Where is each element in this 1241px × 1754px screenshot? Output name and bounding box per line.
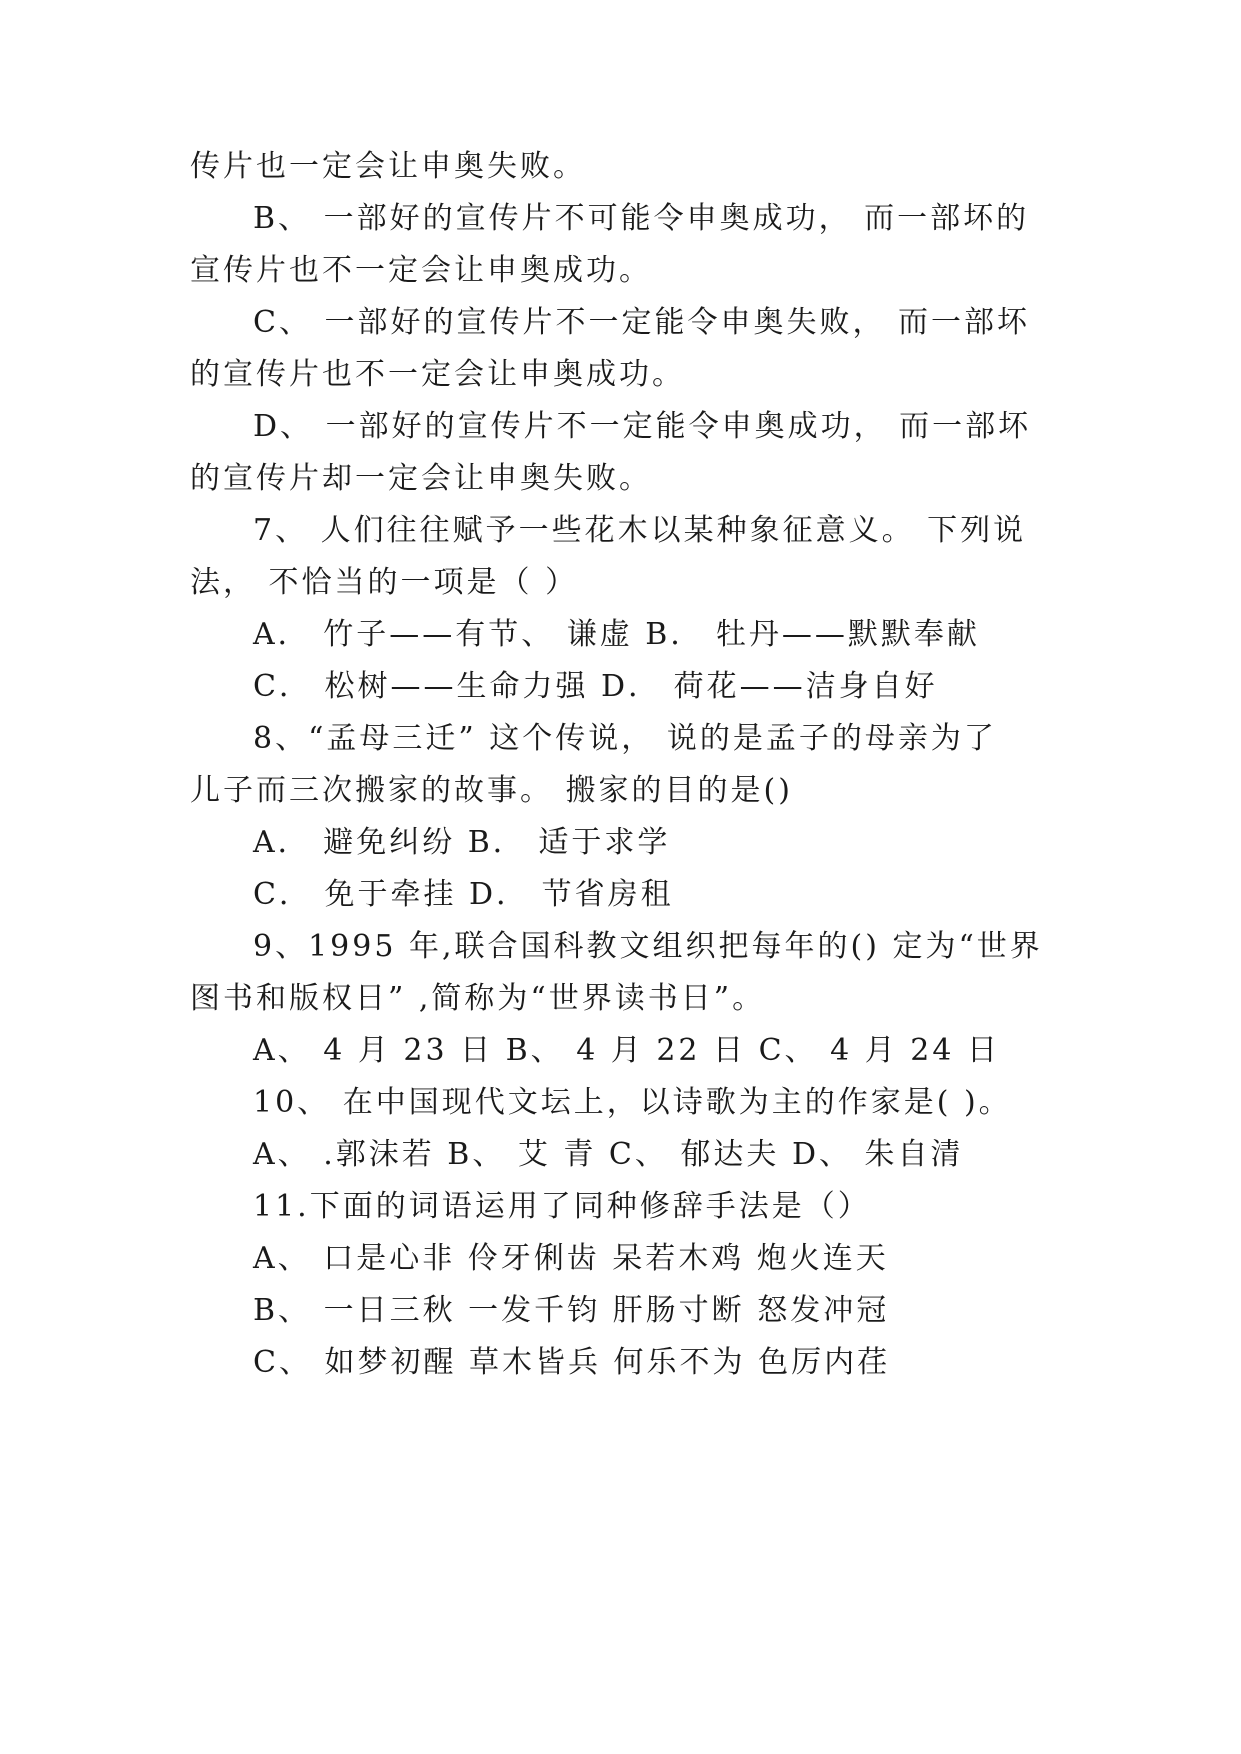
text-line: 宣传片也不一定会让申奥成功。	[190, 253, 652, 288]
text-line: 的宣传片也不一定会让申奥成功。	[190, 357, 685, 392]
text-line: D、 一部好的宣传片不一定能令申奥成功， 而一部坏	[253, 409, 1032, 444]
text-line: A、 .郭沫若 B、 艾 青 C、 郁达夫 D、 朱自清	[253, 1137, 964, 1172]
text-line: 法， 不恰当的一项是（ ）	[190, 565, 579, 600]
text-line: 儿子而三次搬家的故事。 搬家的目的是()	[190, 773, 793, 808]
text-line: A、 口是心非 伶牙俐齿 呆若木鸡 炮火连天	[253, 1241, 889, 1276]
text-line: 8、“孟母三迁” 这个传说， 说的是孟子的母亲为了	[253, 721, 997, 756]
text-line: 7、 人们往往赋予一些花木以某种象征意义。 下列说	[253, 513, 1027, 548]
text-line: A、 4 月 23 日 B、 4 月 22 日 C、 4 月 24 日	[253, 1033, 1000, 1068]
text-line: 图书和版权日” ,简称为“世界读书日”。	[190, 981, 766, 1016]
text-line: C． 免于牵挂 D． 节省房租	[253, 877, 674, 912]
text-line: C、 一部好的宣传片不一定能令申奥失败， 而一部坏	[253, 305, 1031, 340]
text-line: C、 如梦初醒 草木皆兵 何乐不为 色厉内荏	[253, 1345, 891, 1380]
text-line: 传片也一定会让申奥失败。	[190, 149, 586, 184]
text-line: 11.下面的词语运用了同种修辞手法是（）	[253, 1189, 871, 1224]
text-line: 的宣传片却一定会让申奥失败。	[190, 461, 652, 496]
text-line: C． 松树——生命力强 D． 荷花——洁身自好	[253, 669, 938, 704]
text-line: A． 竹子——有节、 谦虚 B． 牡丹——默默奉献	[253, 617, 980, 652]
text-line: A． 避免纠纷 B． 适于求学	[253, 825, 671, 860]
text-line: 9、1995 年,联合国科教文组织把每年的() 定为“世界	[253, 929, 1043, 964]
text-line: B、 一日三秋 一发千钧 肝肠寸断 怒发冲冠	[253, 1293, 890, 1328]
text-line: B、 一部好的宣传片不可能令申奥成功， 而一部坏的	[253, 201, 1030, 236]
text-line: 10、 在中国现代文坛上，以诗歌为主的作家是( )。	[253, 1085, 1012, 1120]
